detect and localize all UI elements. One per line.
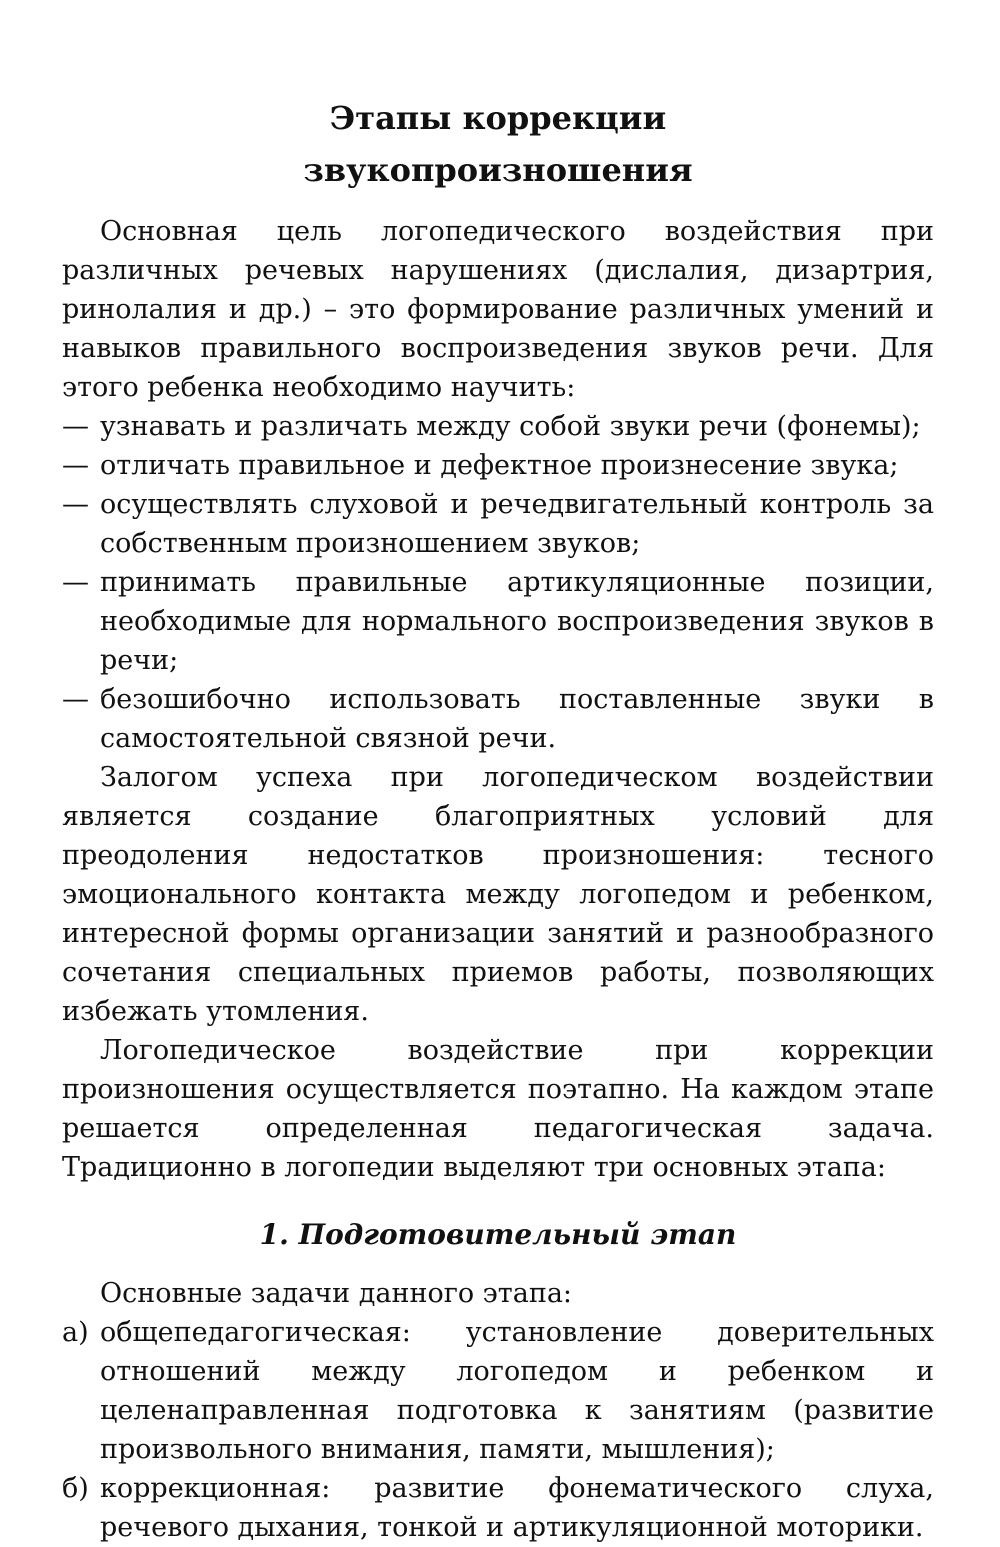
task-marker: а) bbox=[62, 1317, 89, 1348]
task-text: коррекционная: развитие фонематического слуха, речевого дыхания, тонкой и артикуляционной моторики. bbox=[100, 1473, 934, 1543]
tasks-list bbox=[62, 1313, 934, 1547]
skill-item: — отличать правильное и дефектное произнесение звука; bbox=[62, 446, 934, 485]
success-paragraph: Залогом успеха при логопедическом воздействии является создание благоприятных условий для преодоления недостатков произношения: тесного эмоционального контакта между логопедом и ребенком, интересной формы организации занятий и разнообразного сочетания специальных приемов работы, позволяющих избежать утомления. bbox=[62, 762, 934, 1027]
intro-paragraph: Основная цель логопедического воздействия при различных речевых нарушениях (дислалия, дизартрия, ринолалия и др.) – это формирование различных умений и навыков правильного воспроизведения звуков речи. Для этого ребенка необходимо научить: bbox=[62, 216, 934, 403]
document-page bbox=[62, 92, 934, 1547]
skills-list bbox=[62, 407, 934, 758]
page-title-line-2: звукопроизношения bbox=[303, 151, 693, 189]
tasks-intro: Основные задачи данного этапа: bbox=[100, 1278, 573, 1309]
task-text: общепедагогическая: установление доверительных отношений между логопедом и ребенком и целенаправленная подготовка к занятиям (развитие произвольного внимания, памяти, мышления); bbox=[100, 1317, 934, 1465]
task-marker: б) bbox=[62, 1473, 89, 1504]
skill-item: — безошибочно использовать поставленные звуки в самостоятельной связной речи. bbox=[62, 680, 934, 758]
task-item bbox=[62, 1313, 934, 1469]
task-item bbox=[62, 1469, 934, 1547]
page-title bbox=[62, 92, 934, 196]
stages-paragraph: Логопедическое воздействие при коррекции произношения осуществляется поэтапно. На каждом этапе решается определенная педагогическая задача. Традиционно в логопедии выделяют три основных этапа: bbox=[62, 1035, 934, 1183]
skill-item: — принимать правильные артикуляционные позиции, необходимые для нормального воспроизведения звуков в речи; bbox=[62, 563, 934, 680]
skill-item: — узнавать и различать между собой звуки речи (фонемы); bbox=[62, 407, 934, 446]
page-title-line-1: Этапы коррекции bbox=[329, 99, 667, 137]
skill-item: — осуществлять слуховой и речедвигательный контроль за собственным произношением звуков; bbox=[62, 485, 934, 563]
section-heading-preparatory-stage: 1. Подготовительный этап bbox=[259, 1218, 737, 1251]
